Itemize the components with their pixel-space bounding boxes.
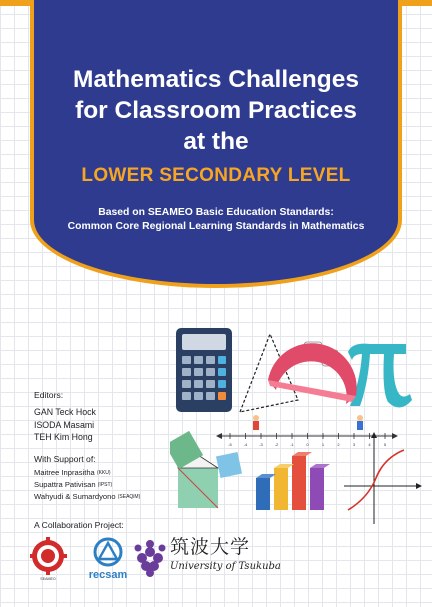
number-line <box>216 415 398 447</box>
calculator-icon <box>176 328 232 412</box>
standards-basis <box>34 206 398 234</box>
protractor-icon <box>268 343 357 404</box>
supporter-org: (KKU) <box>96 470 111 476</box>
title-line-3: at the <box>183 128 249 155</box>
basis-line-1: Based on SEAMEO Basic Education Standards: <box>98 207 334 218</box>
number-line-tick-label: 5 <box>383 442 387 447</box>
title-line-1: Mathematics Challenges <box>73 66 359 93</box>
book-title <box>34 64 398 157</box>
supporter-name-text: Maitree Inprasitha <box>34 468 95 477</box>
support-label: With Support of: <box>34 454 96 464</box>
tsukuba-logo-icon <box>135 540 166 577</box>
supporter-org: (SEAQiM) <box>117 494 141 500</box>
bar-chart-icon <box>256 452 330 510</box>
number-line-tick-label: -3 <box>259 442 263 447</box>
seameo-logo-icon <box>30 537 67 581</box>
editor-name: ISODA Masami <box>34 419 95 430</box>
level-subtitle: LOWER SECONDARY LEVEL <box>81 165 351 186</box>
number-line-tick-label: 1 <box>321 442 325 447</box>
number-line-tick-label: -5 <box>228 442 232 447</box>
supporter-name <box>34 479 140 491</box>
supporter-name-text: Supattra Pativisan <box>34 480 96 489</box>
number-line-tick-label: 0 <box>306 442 309 447</box>
support-section <box>34 454 140 503</box>
recsam-logo-label: recsam <box>88 569 128 581</box>
number-line-tick-label: -2 <box>274 442 279 447</box>
collaboration-label: A Collaboration Project: <box>34 520 124 530</box>
editors-label: Editors: <box>34 390 64 400</box>
title-line-2: for Classroom Practices <box>75 97 357 124</box>
number-line-tick-label: 4 <box>368 442 371 447</box>
title-banner <box>30 0 402 288</box>
recsam-logo-icon <box>89 539 128 581</box>
tsukuba-jp: 筑波大学 <box>170 536 251 558</box>
number-line-tick-label: -1 <box>290 442 294 447</box>
editor-name: TEH Kim Hong <box>34 432 93 442</box>
dashed-triangle-icon <box>240 334 298 412</box>
supporter-name-text: Wahyudi & Sumardyono <box>34 492 116 501</box>
pi-icon <box>348 344 412 408</box>
number-line-tick-label: 2 <box>337 442 340 447</box>
basis-line-2: Common Core Regional Learning Standards in Mathematics <box>67 221 365 232</box>
tsukuba-wordmark <box>170 532 281 572</box>
number-line-tick-label: -4 <box>243 442 248 447</box>
editors-section <box>34 390 96 444</box>
collaboration-section <box>34 520 124 536</box>
seameo-logo-label: SEAMEO <box>40 577 56 581</box>
math-illustration <box>170 318 432 528</box>
number-line-tick-label: 3 <box>352 442 356 447</box>
tsukuba-en: University of Tsukuba <box>170 561 281 572</box>
supporter-name <box>34 491 140 503</box>
editor-name: GAN Teck Hock <box>34 407 96 417</box>
supporter-org: (IPST) <box>97 482 113 488</box>
supporter-name <box>34 467 140 479</box>
